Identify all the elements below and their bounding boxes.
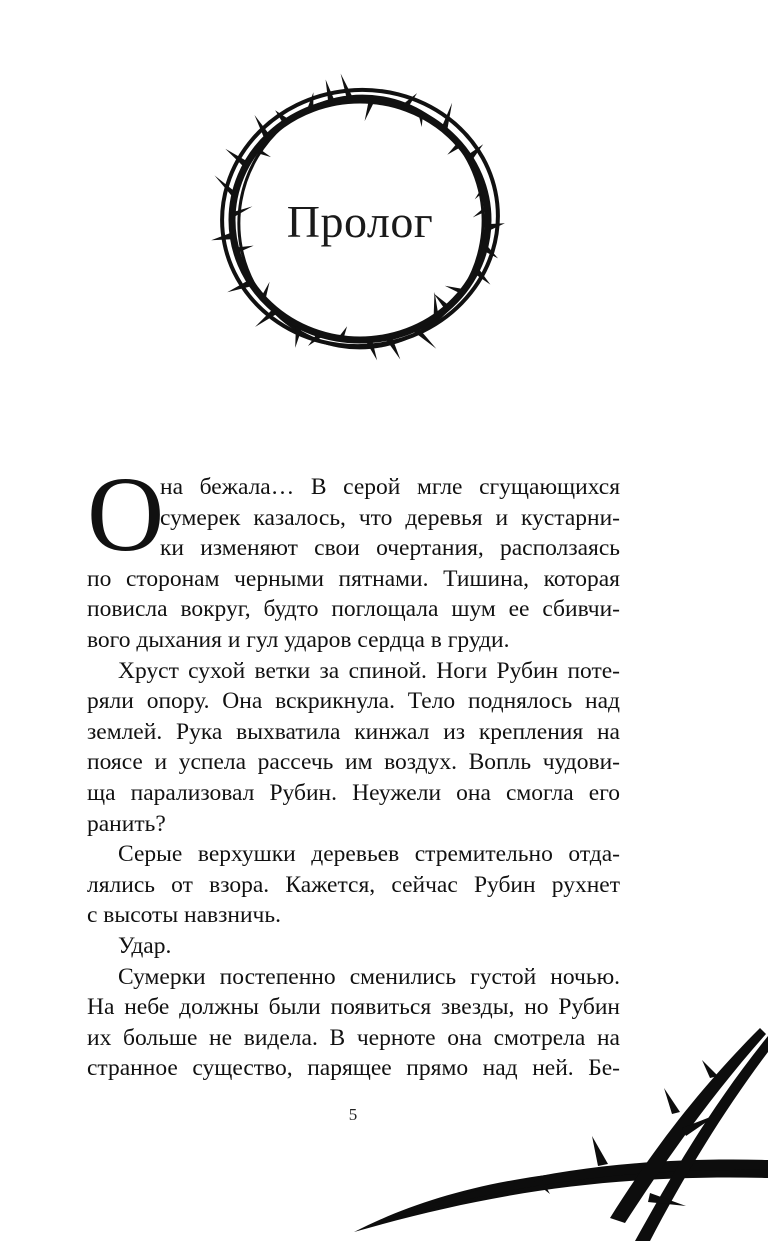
text-line: вого дыхания и гул ударов сердца в груди. bbox=[87, 626, 510, 653]
text-line: ща парализовал Рубин. Неужели она смогла его bbox=[87, 779, 620, 806]
text-line: Серые верхушки деревьев стремительно отда- bbox=[118, 841, 620, 868]
text-line: их больше не видела. В черноте она смотрела на bbox=[87, 1024, 620, 1051]
text-line: повисла вокруг, будто поглощала шум ее сбивчи- bbox=[87, 596, 620, 623]
text-line: Удар. bbox=[118, 932, 172, 959]
thorn-spike bbox=[326, 80, 335, 102]
text-line: поясе и успела рассечь им воздух. Вопль чудови- bbox=[87, 749, 620, 776]
text-line: лялись от взора. Кажется, сейчас Рубин рухнет bbox=[87, 871, 620, 898]
thorn-spike bbox=[295, 326, 301, 348]
page-number: 5 bbox=[348, 1105, 358, 1124]
text-line: ки изменяют свои очертания, расползаясь bbox=[160, 535, 620, 562]
text-line: ранить? bbox=[87, 810, 166, 837]
text-line: сумерек казалось, что деревья и кустарни- bbox=[160, 504, 620, 531]
chapter-title: Пролог bbox=[286, 196, 434, 247]
text-line: по сторонам черными пятнами. Тишина, которая bbox=[87, 565, 620, 592]
text-line: На небе должны были появиться звезды, но Рубин bbox=[87, 994, 620, 1021]
text-line: на бежала… В серой мгле сгущающихся bbox=[160, 474, 620, 500]
text-line: с высоты навзничь. bbox=[87, 902, 281, 929]
drop-cap: О bbox=[87, 456, 165, 574]
prologue-text bbox=[87, 456, 620, 1084]
thorn-spike bbox=[341, 74, 354, 99]
text-line: Сумерки постепенно сменились густой ночью. bbox=[118, 963, 620, 990]
text-line: ряли опору. Она вскрикнула. Тело поднялось над bbox=[87, 688, 620, 715]
text-line: землей. Рука выхватила кинжал из крепления на bbox=[87, 718, 620, 745]
text-line: странное существо, парящее прямо над ней. Бе- bbox=[87, 1055, 620, 1082]
text-line: Хруст сухой ветки за спиной. Ноги Рубин поте- bbox=[118, 657, 620, 684]
thorn-branch-icon bbox=[350, 1018, 768, 1241]
